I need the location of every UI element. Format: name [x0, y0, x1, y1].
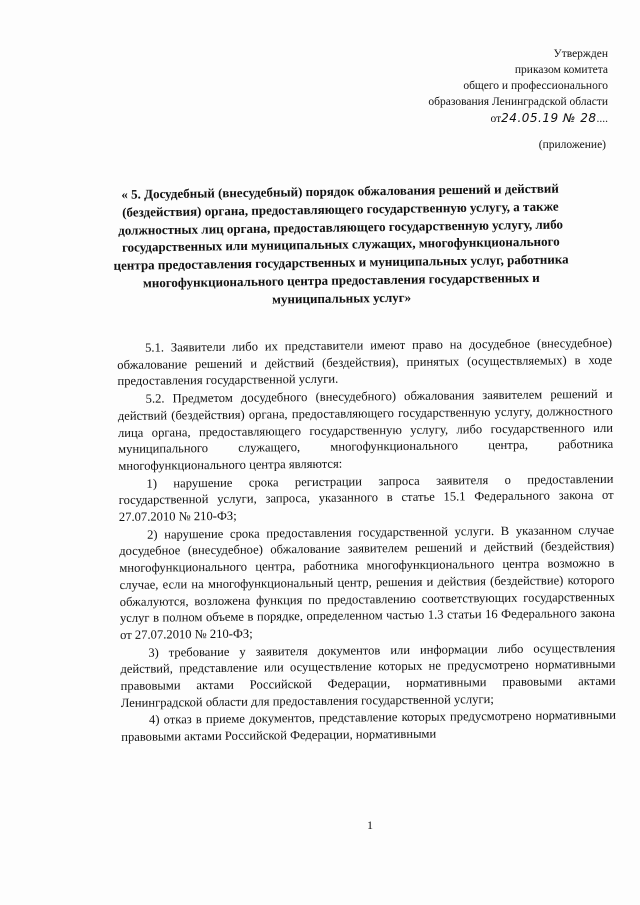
page-number: 1	[367, 818, 373, 832]
approval-line-1: Утвержден	[553, 48, 608, 60]
paragraph: 1) нарушение срока регистрации запроса заявителя о предоставлении государственной услуги, запроса, указанного в статье 15.1 Федерального закона от 27.07.2010 № 210-ФЗ;	[118, 471, 614, 525]
approval-stamp-block	[348, 46, 608, 127]
paragraph: 3) требование у заявителя документов или информации либо осуществления действий, представление или осуществление которых не предусмотрено нормативными правовыми актами Российской Федерации, нормативными правовыми актами Ленинградской области для предоставления государственной услуги;	[120, 640, 616, 710]
approval-line-4: образования Ленинградской области	[428, 96, 608, 108]
appendix-label: (приложение)	[538, 139, 606, 151]
paragraph: 5.1. Заявители либо их представители имеют право на досудебное (внесудебное) обжалование решений и действий (бездействия), принятых (осуществляемых) в ходе предоставления государственной услуги.	[117, 335, 613, 389]
approval-date-handwritten: 24.05.19 № 28	[501, 111, 597, 125]
approval-date-suffix: ....	[596, 113, 608, 125]
approval-date-line	[348, 110, 608, 127]
paragraph: 4) отказ в приеме документов, представление которых предусмотрено нормативными правовыми актами Российской Федерации, нормативными	[121, 708, 617, 745]
approval-date-prefix: от	[490, 113, 502, 125]
approval-line-2: приказом комитета	[514, 64, 608, 76]
paragraph: 2) нарушение срока предоставления государственной услуги. В указанном случае досудебное (внесудебное) обжалование заявителем решений и действий (бездействия) многофункционального центра, работника многофункционального центра возможно в случае, если на многофункциональный центр, решения и действия (бездействие) которого обжалуются, возложена функция по предоставлению соответствующих государственных услуг в полном объеме в порядке, определенном частью 1.3 статьи 16 Федерального закона от 27.07.2010 № 210-ФЗ;	[119, 522, 615, 642]
body-text	[117, 335, 616, 747]
paragraph: 5.2. Предметом досудебного (внесудебного) обжалования заявителем решений и действий (бездействия) органа, предоставляющего государственную услугу, должностного лица органа, предоставляющего государственную услугу, либо государственного или муниципального служащего, многофункционального центра, работника многофункционального центра являются:	[117, 386, 614, 473]
section-heading: « 5. Досудебный (внесудебный) порядок обжалования решений и действий (бездействия) органа, предоставляющего государственную услугу, а также должностных лиц органа, предоставляющего государственную услугу, либо государственных или муниципальных служащих, многофункционального центра предоставления государственных и муниципальных услуг, работника многофункционального центра предоставления государственных и муниципальных услуг»	[113, 180, 569, 307]
approval-line-3: общего и профессионального	[463, 80, 608, 92]
